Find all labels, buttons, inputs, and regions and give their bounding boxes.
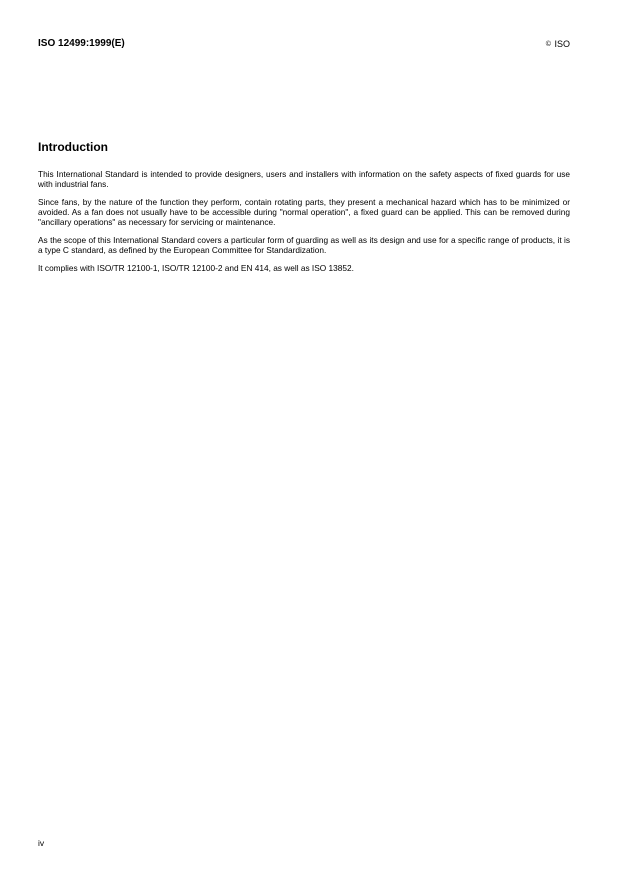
copyright-notice <box>546 38 570 51</box>
paragraph: It complies with ISO/TR 12100-1, ISO/TR 12100-2 and EN 414, as well as ISO 13852. <box>38 263 354 273</box>
document-id: ISO 12499:1999(E) <box>38 38 125 49</box>
section-body <box>38 169 570 281</box>
copyright-symbol: © <box>545 41 551 48</box>
paragraph: As the scope of this International Standard covers a particular form of guarding as well as its design and use for a specific range of products, it is a type C standard, as defined by the European Committee for Standardization. <box>38 235 570 255</box>
page-number: iv <box>38 838 45 848</box>
paragraph: Since fans, by the nature of the function they perform, contain rotating parts, they present a mechanical hazard which has to be minimized or avoided. As a fan does not usually have to be accessible during "normal operation", a fixed guard can be applied. This can be removed during "ancillary operations" as necessary for servicing or maintenance. <box>38 197 570 227</box>
section-title: Introduction <box>38 140 108 154</box>
paragraph: This International Standard is intended to provide designers, users and installers with information on the safety aspects of fixed guards for use with industrial fans. <box>38 169 570 189</box>
copyright-owner: ISO <box>554 39 570 49</box>
